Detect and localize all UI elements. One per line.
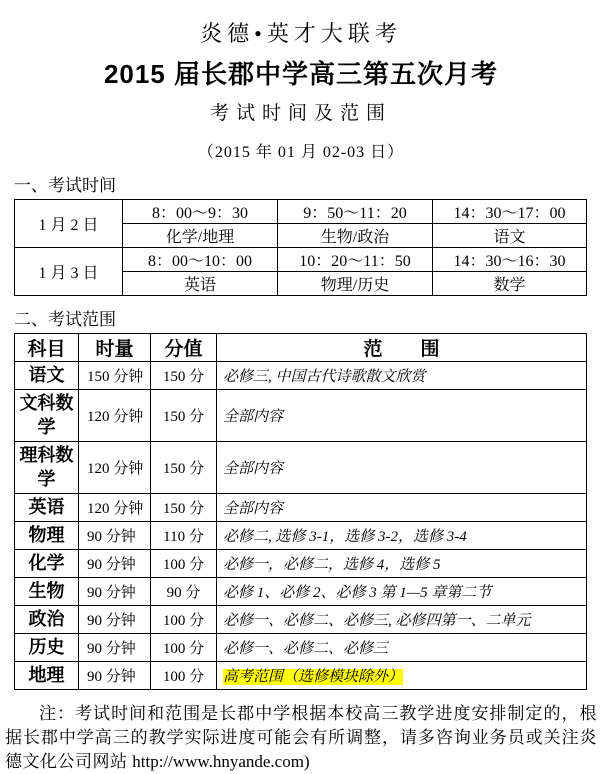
scope-row-chinese [15,362,587,390]
exam-scope-table [14,333,587,690]
range-cell: 全部内容 [217,442,587,494]
duration-cell: 90 分钟 [79,522,151,550]
time-cell: 10：20～11：50 [278,248,433,272]
subject-cell: 理科数学 [15,442,79,494]
schedule-row-day2-times [15,248,587,272]
subject-cell: 历史 [15,634,79,662]
score-cell: 150 分 [151,494,217,522]
exam-main-title: 2015 届长郡中学高三第五次月考 [103,59,499,89]
range-cell: 必修三, 中国古代诗歌散文欣赏 [217,362,587,390]
score-cell: 150 分 [151,362,217,390]
subject-cell: 英语 [123,272,278,296]
note-text: 注：考试时间和范围是长郡中学根据本校高三教学进度安排制定的，根据长郡中学高三的教学实际进度可能会有所调整，请多咨询业务员或关注炎德文化公司网站 [5,704,597,771]
score-cell: 90 分 [151,578,217,606]
scope-row-science-math [15,442,587,494]
subject-cell: 英语 [15,494,79,522]
time-cell: 9：50～11：20 [278,200,433,224]
column-header-score: 分值 [151,334,217,362]
column-header-duration: 时量 [79,334,151,362]
footer-note [5,702,597,774]
scope-row-english [15,494,587,522]
range-cell: 必修一，必修二，选修 4，选修 5 [217,550,587,578]
range-cell: 必修一、必修二、必修三 [217,634,587,662]
column-header-subject: 科目 [15,334,79,362]
duration-cell: 120 分钟 [79,390,151,442]
highlighted-range-text: 高考范围（选修模块除外） [223,669,404,685]
score-cell: 100 分 [151,634,217,662]
section-heading-exam-time: 一、考试时间 [14,176,116,195]
scope-row-chemistry [15,550,587,578]
time-cell: 14：30～16：30 [433,248,587,272]
subject-cell: 政治 [15,606,79,634]
column-header-range: 范 围 [217,334,587,362]
subject-cell: 语文 [433,224,587,248]
range-cell: 必修二, 选修 3-1，选修 3-2，选修 3-4 [217,522,587,550]
exam-brand-title: 炎德•英才大联考 [200,21,402,46]
scope-row-politics [15,606,587,634]
note-website-url: http://www.hnyande.com) [132,752,310,771]
subject-cell: 化学 [15,550,79,578]
subject-cell: 语文 [15,362,79,390]
range-cell: 必修一、必修二、必修三, 必修四第一、二单元 [217,606,587,634]
time-cell: 8：00～9：30 [123,200,278,224]
score-cell: 150 分 [151,442,217,494]
duration-cell: 90 分钟 [79,634,151,662]
duration-cell: 120 分钟 [79,442,151,494]
scope-header-row [15,334,587,362]
score-cell: 100 分 [151,662,217,690]
section-heading-exam-scope: 二、考试范围 [14,310,116,329]
scope-row-history [15,634,587,662]
duration-cell: 90 分钟 [79,662,151,690]
range-cell: 全部内容 [217,390,587,442]
subject-cell: 化学/地理 [123,224,278,248]
range-cell [217,662,587,690]
exam-subtitle: 考试时间及范围 [209,103,392,124]
score-cell: 110 分 [151,522,217,550]
duration-cell: 90 分钟 [79,606,151,634]
subject-cell: 物理/历史 [278,272,433,296]
score-cell: 100 分 [151,606,217,634]
exam-date-range: （2015 年 01 月 02-03 日） [197,144,405,161]
time-cell: 14：30～17：00 [433,200,587,224]
subject-cell: 地理 [15,662,79,690]
subject-cell: 生物 [15,578,79,606]
scope-row-arts-math [15,390,587,442]
duration-cell: 90 分钟 [79,578,151,606]
time-cell: 8：00～10：00 [123,248,278,272]
date-cell: 1 月 3 日 [15,248,123,296]
scope-row-physics [15,522,587,550]
date-cell: 1 月 2 日 [15,200,123,248]
subject-cell: 数学 [433,272,587,296]
exam-schedule-table [14,199,587,296]
range-cell: 全部内容 [217,494,587,522]
score-cell: 150 分 [151,390,217,442]
duration-cell: 150 分钟 [79,362,151,390]
subject-cell: 生物/政治 [278,224,433,248]
subject-cell: 文科数学 [15,390,79,442]
score-cell: 100 分 [151,550,217,578]
range-cell: 必修 1、必修 2、必修 3 第 1—5 章第二节 [217,578,587,606]
schedule-row-day1-times [15,200,587,224]
duration-cell: 90 分钟 [79,550,151,578]
duration-cell: 120 分钟 [79,494,151,522]
scope-row-geography [15,662,587,690]
scope-row-biology [15,578,587,606]
subject-cell: 物理 [15,522,79,550]
